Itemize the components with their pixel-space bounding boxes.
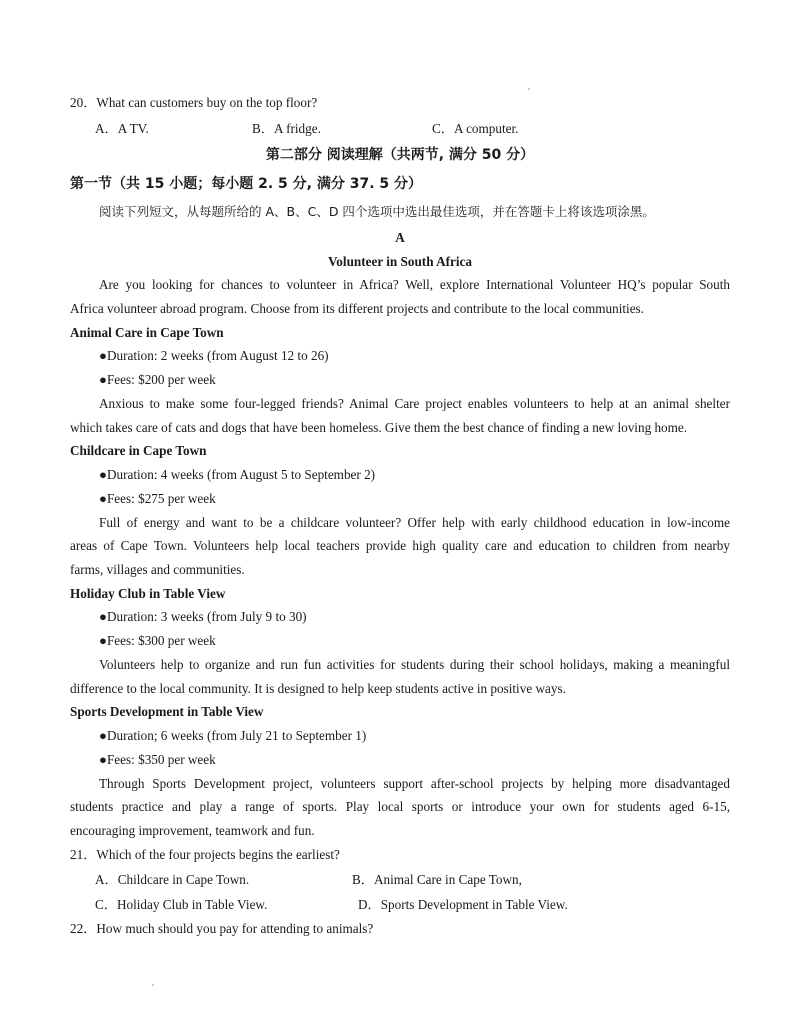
- project-desc-line: students practice and play a range of sports. Play local sports or introduce your own for students aged 6-15,: [70, 799, 730, 814]
- project-title-childcare: Childcare in Cape Town: [70, 443, 207, 458]
- project-desc-line: areas of Cape Town. Volunteers help local teachers provide high quality care and education to children from nearby: [70, 538, 730, 553]
- q20-option-a: A．A TV.: [95, 121, 149, 136]
- q21-option-c: C．Holiday Club in Table View.: [95, 897, 268, 912]
- q22-stem: 22．How much should you pay for attending to animals?: [70, 921, 374, 936]
- project-fees: ●Fees: $275 per week: [99, 491, 216, 506]
- project-desc-line: encouraging improvement, teamwork and fun.: [70, 823, 315, 838]
- project-duration: ●Duration: 2 weeks (from August 12 to 26): [99, 348, 329, 363]
- instructions: 阅读下列短文，从每题所给的 A、B、C、D 四个选项中选出最佳选项，并在答题卡上将该选项涂黑。: [99, 204, 655, 219]
- project-title-holiday-club: Holiday Club in Table View: [70, 586, 226, 601]
- scan-speck: [528, 88, 530, 90]
- scan-speck: [152, 984, 154, 986]
- intro-line-2: Africa volunteer abroad program. Choose from its different projects and contribute to the local communities.: [70, 301, 644, 316]
- project-title-animal-care: Animal Care in Cape Town: [70, 325, 224, 340]
- project-duration: ●Duration: 4 weeks (from August 5 to September 2): [99, 467, 376, 482]
- q20-option-c: C．A computer.: [432, 121, 519, 136]
- project-desc-line: farms, villages and communities.: [70, 562, 245, 577]
- passage-letter: A: [395, 230, 405, 245]
- project-duration: ●Duration: 3 weeks (from July 9 to 30): [99, 609, 307, 624]
- section1-heading: 第一节（共 15 小题；每小题 2. 5 分, 满分 37. 5 分）: [70, 176, 423, 192]
- q20-option-b: B．A fridge.: [252, 121, 321, 136]
- part2-heading: 第二部分 阅读理解（共两节, 满分 50 分）: [265, 147, 535, 163]
- project-duration: ●Duration; 6 weeks (from July 21 to September 1): [99, 728, 367, 743]
- project-desc-line: Anxious to make some four-legged friends? Animal Care project enables volunteers to help at an animal shelter: [99, 396, 730, 411]
- project-desc-line: Volunteers help to organize and run fun activities for students during their school holidays, making a meaningful: [99, 657, 730, 672]
- passage-title: Volunteer in South Africa: [328, 254, 472, 269]
- project-desc-line: Full of energy and want to be a childcare volunteer? Offer help with early childhood education in low-income: [99, 515, 730, 530]
- project-fees: ●Fees: $200 per week: [99, 372, 216, 387]
- intro-line-1: Are you looking for chances to volunteer in Africa? Well, explore International Volunteer HQ’s popular South: [99, 277, 730, 292]
- q21-option-b: B．Animal Care in Cape Town,: [352, 872, 522, 887]
- project-desc-line: Through Sports Development project, volunteers support after-school projects by helping more disadvantaged: [99, 776, 730, 791]
- project-fees: ●Fees: $350 per week: [99, 752, 216, 767]
- project-fees: ●Fees: $300 per week: [99, 633, 216, 648]
- q21-option-a: A．Childcare in Cape Town.: [95, 872, 250, 887]
- q21-stem: 21．Which of the four projects begins the earliest?: [70, 847, 340, 862]
- q20-stem: 20．What can customers buy on the top floor?: [70, 95, 318, 110]
- project-desc-line: difference to the local community. It is designed to help keep students active in positive ways.: [70, 681, 566, 696]
- project-desc-line: which takes care of cats and dogs that have been homeless. Give them the best chance of finding a new loving home.: [70, 420, 688, 435]
- q21-option-d: D．Sports Development in Table View.: [358, 897, 568, 912]
- project-title-sports-development: Sports Development in Table View: [70, 704, 264, 719]
